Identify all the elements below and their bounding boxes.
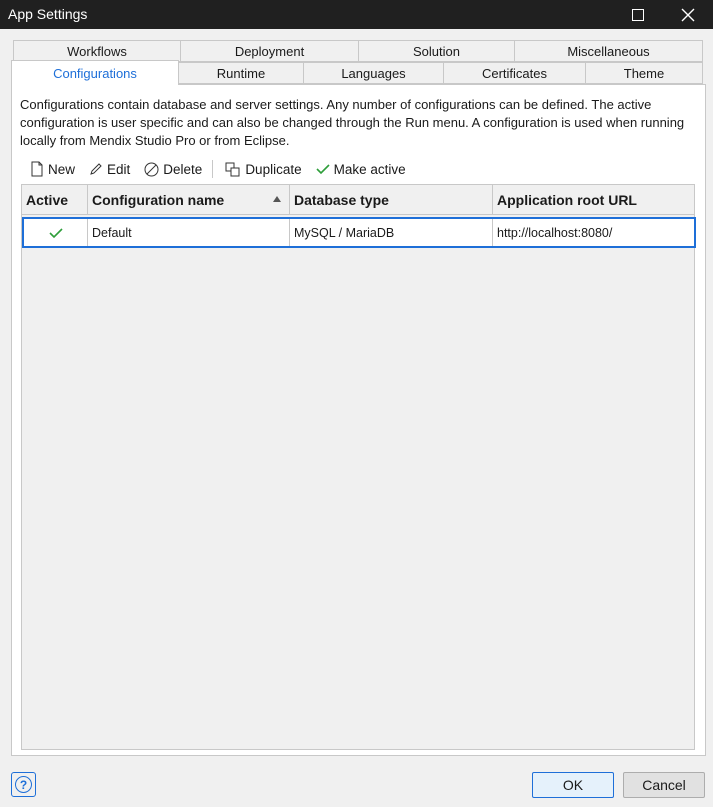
column-header-application-root-url[interactable]: Application root URL xyxy=(497,192,637,208)
checkmark-icon xyxy=(316,163,330,175)
duplicate-icon xyxy=(225,162,241,177)
tab-runtime[interactable]: Runtime xyxy=(178,62,304,84)
edit-label: Edit xyxy=(107,161,131,177)
tab-deployment[interactable]: Deployment xyxy=(180,40,359,62)
tab-languages[interactable]: Languages xyxy=(303,62,444,84)
row-configuration-name: Default xyxy=(88,219,290,246)
new-button[interactable] xyxy=(22,158,81,180)
active-checkmark-icon xyxy=(49,227,63,239)
make-active-button[interactable] xyxy=(308,158,412,180)
tab-configurations[interactable]: Configurations xyxy=(11,60,179,85)
help-button[interactable] xyxy=(11,772,36,797)
column-header-database-type[interactable]: Database type xyxy=(290,185,493,215)
column-header-configuration-name-label: Configuration name xyxy=(92,192,225,208)
title-bar xyxy=(0,0,713,29)
toolbar-separator xyxy=(212,160,213,178)
edit-button[interactable] xyxy=(81,158,136,180)
pencil-icon xyxy=(89,162,103,176)
close-button[interactable] xyxy=(665,0,711,29)
table-header xyxy=(22,185,694,215)
duplicate-label: Duplicate xyxy=(245,161,302,177)
new-label: New xyxy=(48,161,76,177)
column-header-active[interactable]: Active xyxy=(22,185,88,215)
make-active-label: Make active xyxy=(333,161,406,177)
close-icon xyxy=(681,8,695,22)
tab-solution[interactable]: Solution xyxy=(358,40,515,62)
row-active-cell xyxy=(24,219,88,246)
duplicate-button[interactable] xyxy=(217,158,307,180)
tab-certificates[interactable]: Certificates xyxy=(443,62,586,84)
row-application-root-url: http://localhost:8080/ xyxy=(497,225,613,240)
help-icon: ? xyxy=(15,776,32,793)
delete-label: Delete xyxy=(163,161,203,177)
delete-circle-icon xyxy=(144,162,159,177)
table-row[interactable] xyxy=(22,217,696,248)
delete-button[interactable] xyxy=(136,158,208,180)
configurations-table xyxy=(21,184,695,750)
new-document-icon xyxy=(30,161,44,177)
cancel-button[interactable]: Cancel xyxy=(623,772,705,798)
maximize-icon xyxy=(632,9,644,21)
column-header-configuration-name[interactable] xyxy=(88,185,290,215)
tab-theme[interactable]: Theme xyxy=(585,62,703,84)
maximize-button[interactable] xyxy=(615,0,661,29)
row-database-type: MySQL / MariaDB xyxy=(290,219,493,246)
toolbar xyxy=(22,158,412,180)
tab-workflows[interactable]: Workflows xyxy=(13,40,181,62)
tab-miscellaneous[interactable]: Miscellaneous xyxy=(514,40,703,62)
ok-button[interactable]: OK xyxy=(532,772,614,798)
window-title: App Settings xyxy=(8,6,88,22)
configurations-description: Configurations contain database and server settings. Any number of configurations can be defined. The active configuration is user specific and can also be changed through the Run menu. A configuration is used when running locally from Mendix Studio Pro or from Eclipse. xyxy=(20,97,685,148)
sort-ascending-icon xyxy=(273,196,281,202)
